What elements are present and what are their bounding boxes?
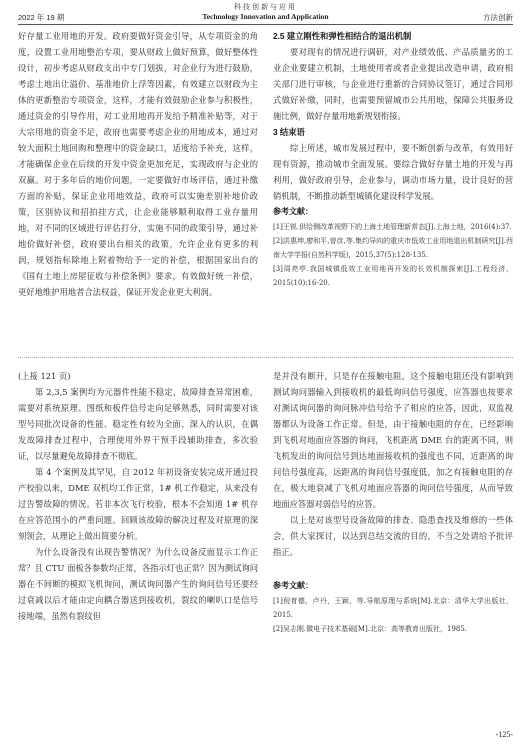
column-label: 方法创新 bbox=[483, 13, 513, 22]
reference-item: [1]王锐.供给侧改革视野下的上海土地管理新常态[J].上海土地，2016(4):37. bbox=[273, 223, 512, 231]
journal-name-en: Technology Innovation and Application bbox=[202, 12, 329, 21]
reference-item: [2]洪惠坤,廖和平,曾彦,等.集约导向的重庆市低效工业用地退出机制研究[J].西南大学学报(自然科学版)，2015,37(5):128-135. bbox=[273, 237, 513, 259]
body-paragraph: 以上是对该型号设备故障的排查、隐患查找及维修的一些体会，供大家探讨，以达到总结交流的目的，不当之处请给予批评指正。 bbox=[273, 515, 513, 557]
body-paragraph: 是并没有断开，只是存在接触电阻，这个接触电阻还没有影响到测试询问器输入到接收机的最低询问信号强度，应答器也按要求对测试询问器的询问脉冲信号给予了相应的应答，因此，双监视器都认为设备工作正常。但是，由于接触电阻的存在，已经影响到飞机对地面应答器的询问，飞机距离 DME 台的距离不同，则飞机发出的询问信号到达地面接收机的强度也不同，近距离的询问信号强度高，远距离的询问信号强度低，加之有接触电阻的存在，极大地衰减了飞机对地面应答器的询问信号强度，从而导致地面应答器对弱信号的应答。 bbox=[273, 371, 513, 509]
section-heading-2-5: 2.5 建立刚性和弹性相结合的退出机制 bbox=[273, 31, 412, 41]
bottom-left-column bbox=[18, 368, 258, 624]
top-right-column bbox=[273, 28, 513, 290]
reference-item: [3]周亮亭.我国城镇低效工业用地再开发的长效机制探索[J].工程经济，2015(10):16-20. bbox=[273, 265, 513, 287]
body-paragraph: 第 2,3,5 案例均为元器件性能不稳定，故障排查异常困难，需要对系统原理、图纸和板件信号走向足够熟悉，同时需要对该型号同批次设备的性能、稳定性有较为全面、深入的认识，在偶发故障排查过程中，合理使用外界干预手段辅助排查，多次验证，以尽量避免故障排查不彻底。 bbox=[18, 387, 258, 461]
header-rule bbox=[18, 24, 513, 25]
reference-item: [1]倪育德，卢丹，王颖，等.导航原理与系统[M].北京：清华大学出版社，2015. bbox=[273, 597, 513, 619]
page-number: -125- bbox=[495, 730, 513, 739]
top-left-column bbox=[18, 28, 258, 300]
reference-item: [2]吴志刚.微电子技术基础[M].北京：高等教育出版社，1985. bbox=[273, 625, 468, 633]
bottom-right-column bbox=[273, 368, 513, 636]
journal-name-cn: 科技创新与应用 bbox=[234, 3, 297, 11]
section-heading-3: 3 结束语 bbox=[273, 127, 305, 137]
references-title: 参考文献： bbox=[273, 207, 313, 216]
article-divider bbox=[18, 357, 513, 358]
body-paragraph: 要对现有的情况进行调研，对产业绩效低、产品质量劣的工业企业要建立机制，土地使用者或者企业提出改造申请，政府相关部门进行审核，与企业进行重新的合同协议签订，通过合同形式做好补缴，同时，也需要预留城市公共用地，保障公共服务设施比例，做好存量用地新规划衔接。 bbox=[273, 47, 513, 121]
issue-label: 2022 年 19 期 bbox=[18, 13, 65, 22]
body-paragraph: 好存量工业用地的开发。政府要做好资金引导，从专项资金的角度，设置工业用地整治专项，要从财政上做好预算，做好整体性设计，初步考虑从财政支出中专门划拔，对企业行为进行鼓励，考虑土地出让溢价、基准地价上浮等因素，有效建立以财政为主体的更新整治专项资金，这样，才能有效鼓励企业参与积极性，通过资金的引导作用，对工业用地再开发给予精准补贴等，对于大宗用地的资金不足，政府也需要考虑企业的用地成本，通过对较大面积土地回购和整理中的资金缺口，适度给予补充，这样，才能确保企业在后续的开发中资金更加充足，实现政府与企业的双赢。对于多年后的地价问题，一定要做好市场评估，通过补缴方面的补贴，保证企业用地效益，政府可以实施差别补地价政策，区别协议和招拍挂方式，让企业能够顺利取得工业存量用地，对不同的区域进行评估打分，实施不同的政策引导，通过补地价做好补偿，政府要出台相关的政策，允许企业有更多的利润，规划指标除地上附着物给予一定的补偿，根据国家出台的《国有土地上房屋征收与补偿条例》要求，有效做好统一补偿，更好地维护用地者合法权益，保证开发企业更大利润。 bbox=[18, 31, 258, 297]
references-title: 参考文献： bbox=[273, 581, 313, 590]
continued-from-label: (上接 121 页) bbox=[18, 371, 71, 381]
body-paragraph: 第 4 个案例及其罕见，自 2012 年初设备安装完成开通过投产校验以来，DME 双机均工作正常，1# 机工作稳定，从来没有过告警故障的情况。若非本次飞行校验，根本不会知道 1# 机存在应答范围小的严重问题。回顾该故障的解决过程及对原理的深刻领会，从理论上做出简要分析。 bbox=[18, 467, 258, 541]
body-paragraph: 综上所述，城市发展过程中，要不断创新与改革，有效用好现有资源，推动城市全面发展。要综合做好存量土地的开发与再利用，做好政府引导，企业参与，调动市场力量，设计良好的营销机制，不断推动新型城镇化建设科学发展。 bbox=[273, 143, 513, 201]
body-paragraph: 为什么设备没有出现告警情况？为什么设备反面显示工作正常？且 CTU 面板各参数均正常，各指示灯也正常？因为测试询问器在不间断的模拟飞机询问，测试询问器产生的询问信号还要经过衰减以后才能由定向耦合器送到接收机，裂纹的喇叭口是信号接地端，虽然有裂纹但 bbox=[18, 547, 258, 621]
